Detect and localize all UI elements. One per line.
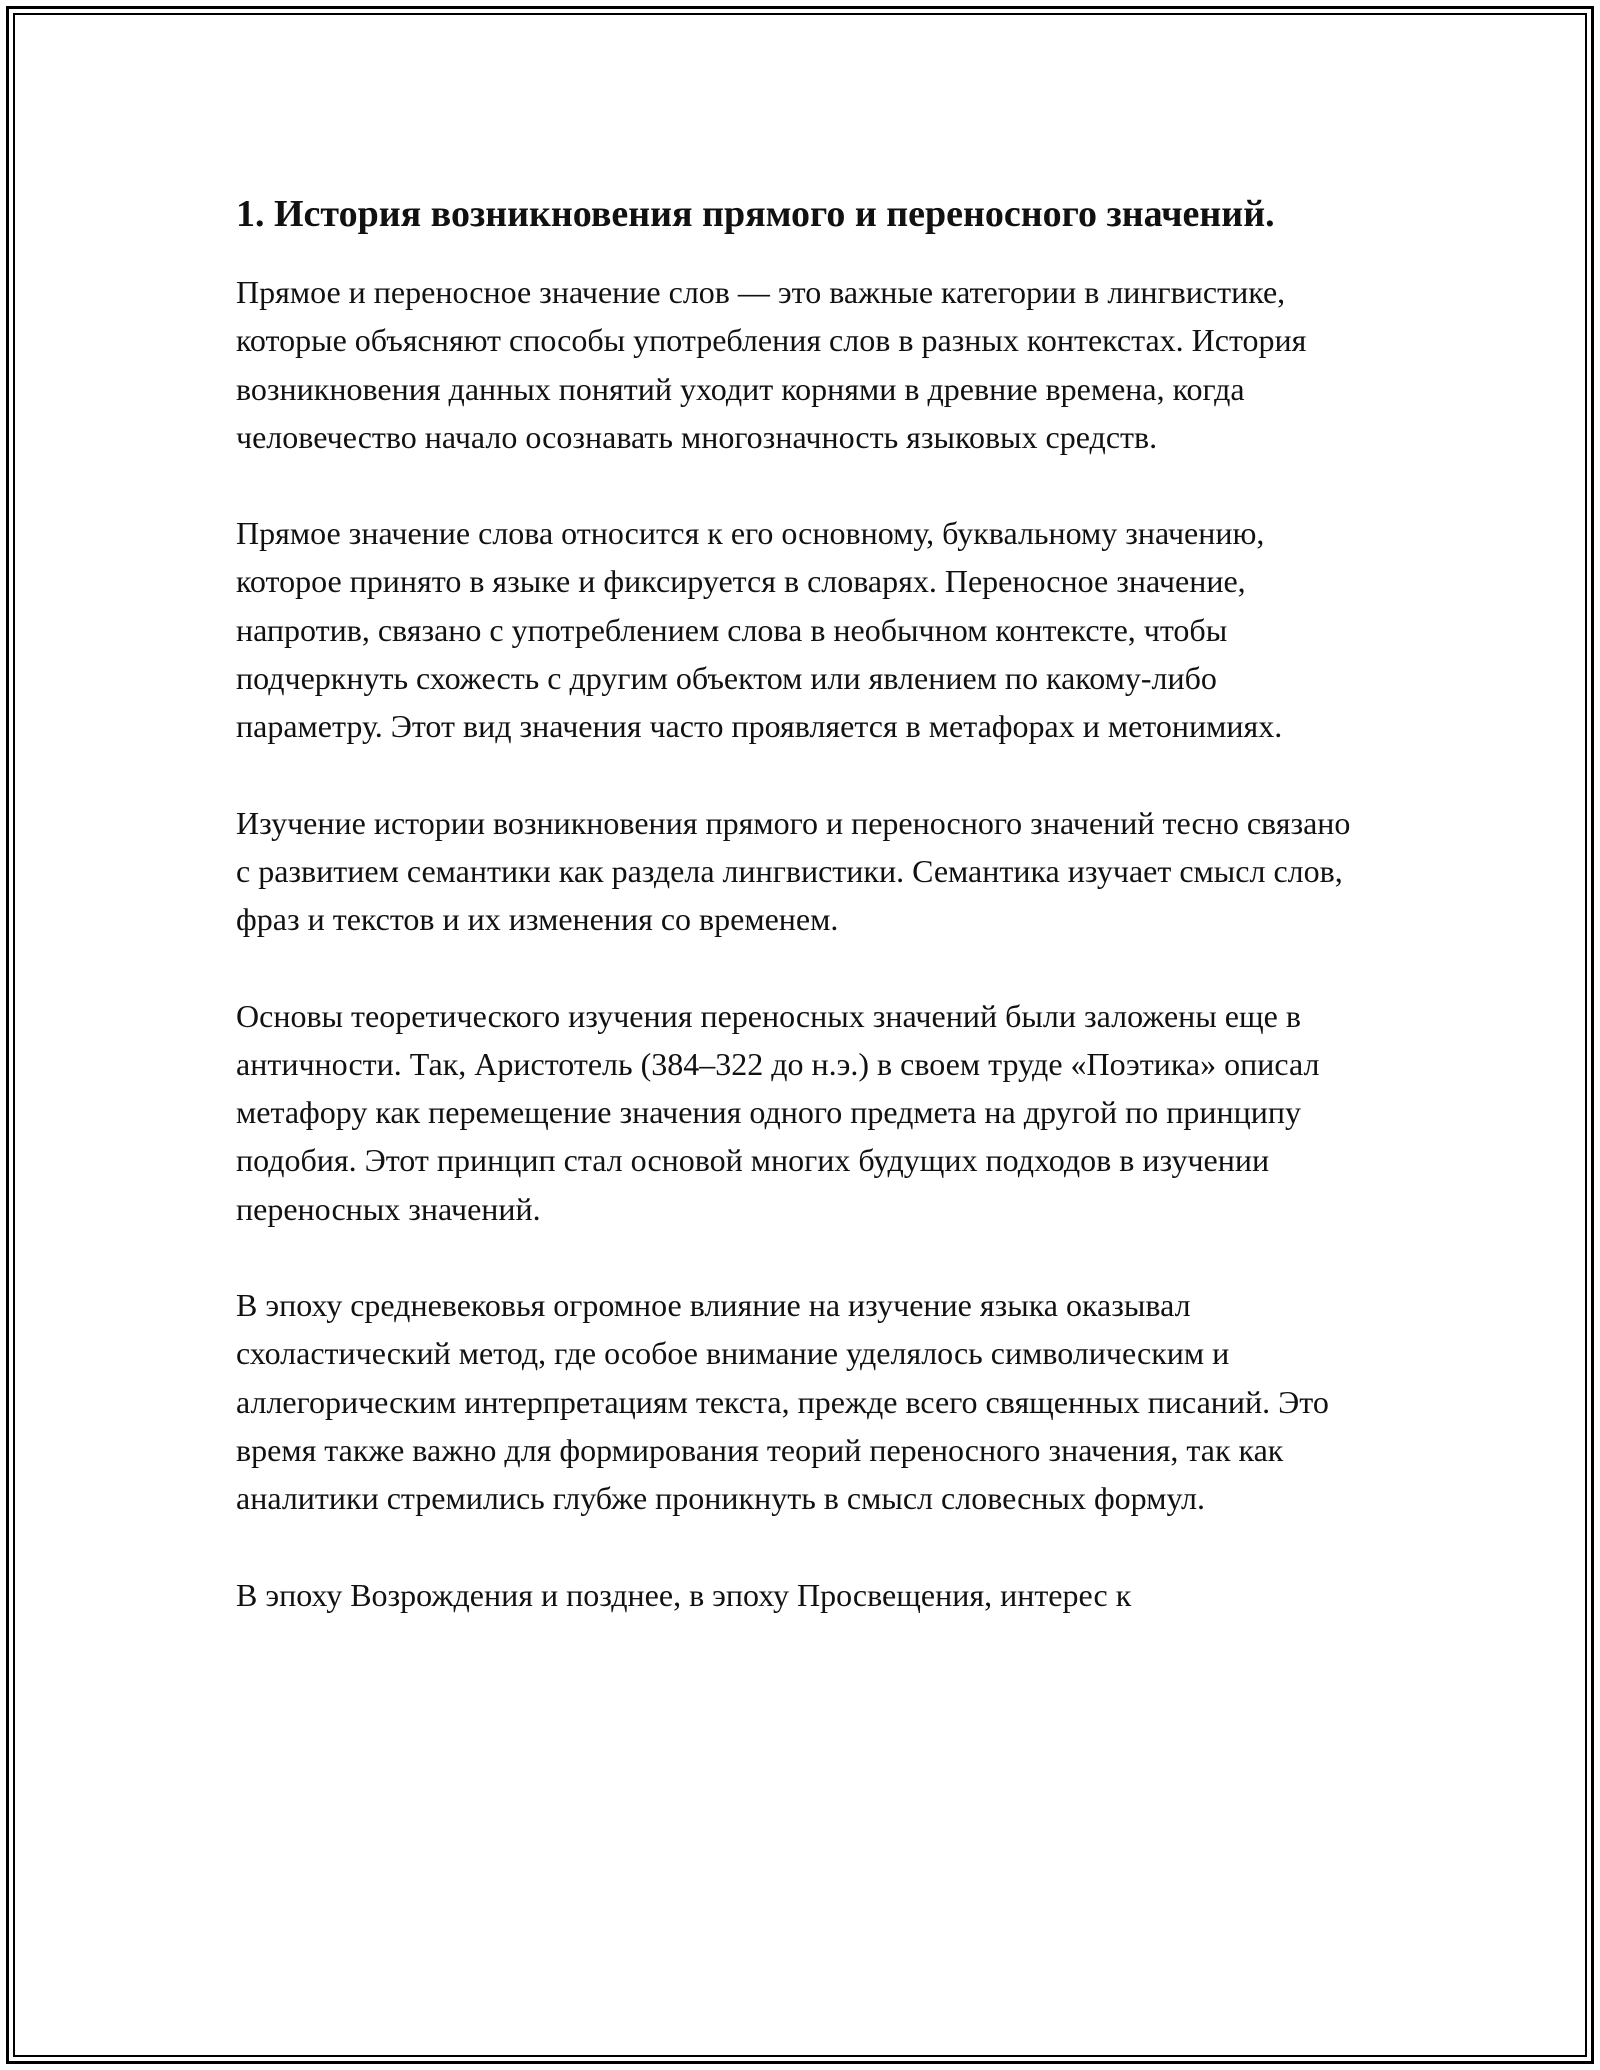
paragraph-4: Основы теоретического изучения переносных значений были заложены еще в античности. Так, Аристотель (384–322 до н.э.) в своем труде «Поэтика» описал метафору как перемещение значения одного предмета на другой по принципу подобия. Этот принцип стал основой многих будущих подходов в изучении переносных значений.	[236, 997, 1320, 1227]
paragraph-2: Прямое значение слова относится к его основному, буквальному значению, которое принято в языке и фиксируется в словарях. Переносное значение, напротив, связано с употреблением слова в необычном контексте, чтобы подчеркнуть схожесть с другим объектом или явлением по какому-либо параметру. Этот вид значения часто проявляется в метафорах и метонимиях.	[236, 515, 1283, 745]
section-heading: 1. История возникновения прямого и переносного значений.	[236, 193, 1275, 235]
document-body	[236, 186, 1366, 1667]
paragraph-5: В эпоху средневековья огромное влияние на изучение языка оказывал схоластический метод, где особое внимание уделялось символическим и аллегорическим интерпретациям текста, прежде всего священных писаний. Это время также важно для формирования теорий переносного значения, так как аналитики стремились глубже проникнуть в смысл словесных формул.	[236, 1287, 1329, 1517]
paragraph-6: В эпоху Возрождения и позднее, в эпоху Просвещения, интерес к	[236, 1576, 1132, 1613]
paragraph-1: Прямое и переносное значение слов — это важные категории в лингвистике, которые объясняют способы употребления слов в разных контекстах. История возникновения данных понятий уходит корнями в древние времена, когда человечество начало осознавать многозначность языковых средств.	[236, 274, 1307, 455]
paragraph-3: Изучение истории возникновения прямого и переносного значений тесно связано с развитием семантики как раздела лингвистики. Семантика изучает смысл слов, фраз и текстов и их изменения со временем.	[236, 804, 1351, 938]
